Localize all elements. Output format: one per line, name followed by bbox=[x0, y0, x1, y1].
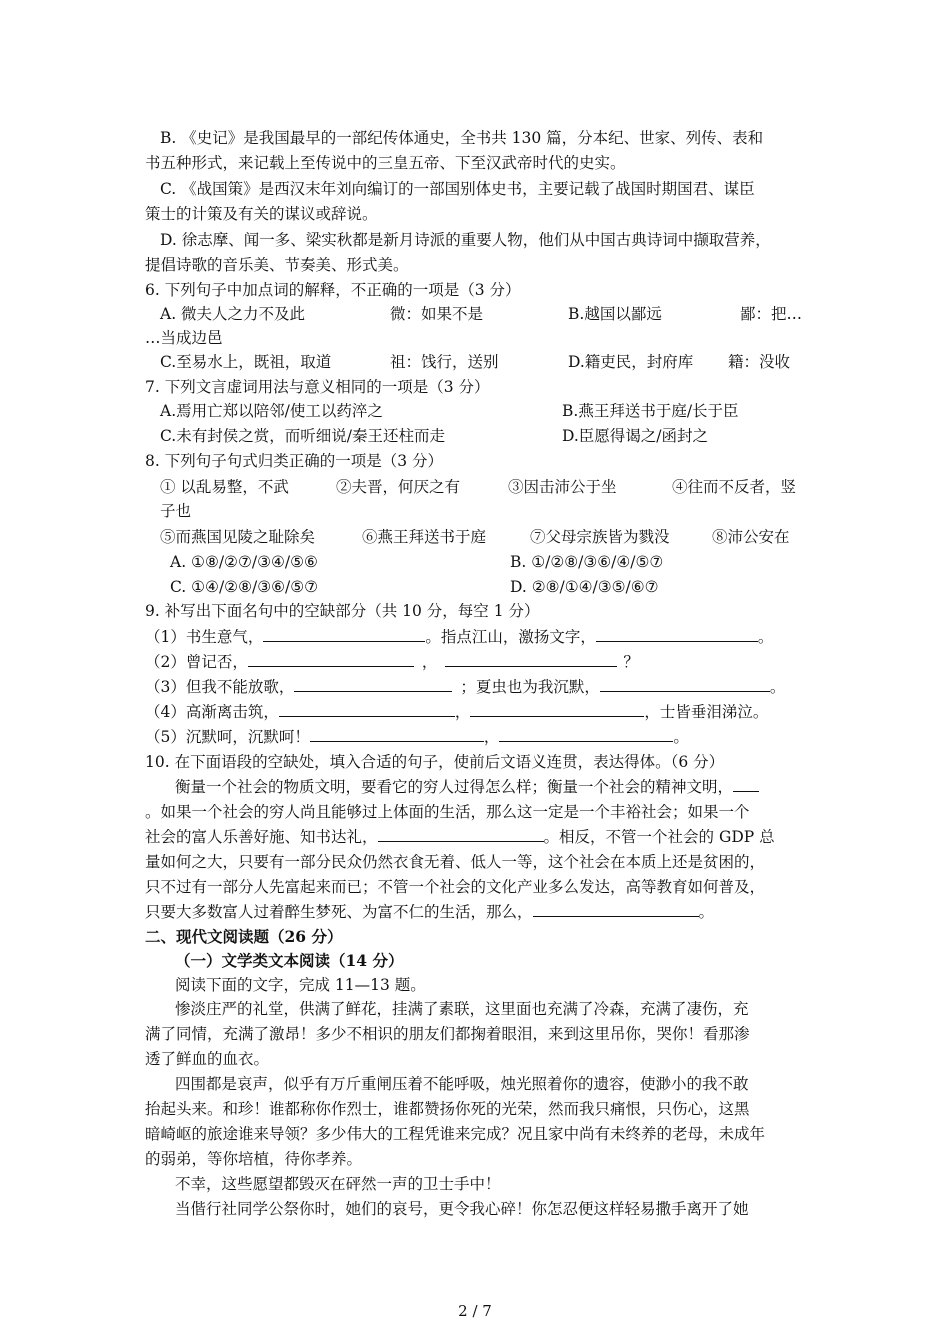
q10-passage-text6a: 只要大多数富人过着醉生梦死、为富不仁的生活，那么， bbox=[145, 903, 533, 921]
section-2-title: 二、现代文阅读题（26 分） bbox=[145, 927, 343, 946]
q9-item-1 bbox=[145, 627, 773, 647]
q9-item-3-middle: ；夏虫也为我沉默， bbox=[460, 678, 600, 696]
q10-passage-line1 bbox=[175, 777, 759, 797]
q9-item-5-suffix: 。 bbox=[673, 728, 689, 746]
q9-item-4-prefix: （4）高渐离击筑， bbox=[145, 703, 279, 721]
q9-item-2 bbox=[145, 652, 639, 672]
q10-passage-text3b: 。相反，不管一个社会的 GDP 总 bbox=[543, 828, 775, 846]
q5-option-b-line1: B. 《史记》是我国最早的一部纪传体通史，全书共 130 篇，分本纪、世家、列传、表和 bbox=[160, 129, 764, 147]
q8-option-a: A. ①⑧/②⑦/③④/⑤⑥ bbox=[170, 553, 318, 571]
q10-passage-line5: 只不过有一部分人先富起来而已；不管一个社会的文化产业多么发达，高等教育如何普及， bbox=[145, 878, 766, 896]
q8-sentence-3: ③因击沛公于坐 bbox=[508, 478, 617, 496]
q10-passage-line4: 量如何之大，只要有一部分民众仍然衣食无着、低人一等，这个社会在本质上还是贫困的， bbox=[145, 853, 766, 871]
q5-option-c-line1: C. 《战国策》是西汉末年刘向编订的一部国别体史书，主要记载了战国时期国君、谋臣 bbox=[160, 180, 755, 198]
q9-stem: 9. 补写出下面名句中的空缺部分（共 10 分，每空 1 分） bbox=[145, 602, 540, 620]
q8-sentence-2: ②夫晋，何厌之有 bbox=[336, 478, 461, 496]
q9-item-2-prefix: （2）曾记否， bbox=[145, 653, 248, 671]
q5-option-c-line2: 策士的计策及有关的谋议或辞说。 bbox=[145, 205, 378, 223]
q10-passage-line6 bbox=[145, 902, 714, 922]
section-2-subtitle: （一）文学类文本阅读（14 分） bbox=[175, 951, 404, 970]
q7-option-d: D.臣愿得谒之/函封之 bbox=[562, 427, 709, 445]
q6-option-b-continuation: …当成边邑 bbox=[145, 329, 223, 347]
q9-item-4-suffix: ，士皆垂泪涕泣。 bbox=[644, 703, 769, 721]
q8-option-b: B. ①/②⑧/③⑥/④/⑤⑦ bbox=[510, 553, 664, 571]
q9-item-2-middle: ， bbox=[421, 653, 438, 671]
q7-stem: 7. 下列文言虚词用法与意义相同的一项是（3 分） bbox=[145, 378, 490, 396]
q9-item-5 bbox=[145, 727, 689, 747]
q8-option-d: D. ②⑧/①④/③⑤/⑥⑦ bbox=[510, 578, 659, 596]
q9-blank-9[interactable] bbox=[310, 727, 484, 742]
reading-instruction: 阅读下面的文字，完成 11—13 题。 bbox=[175, 976, 426, 994]
q10-passage-line2: 。如果一个社会的穷人尚且能够过上体面的生活，那么这一定是一个丰裕社会；如果一个 bbox=[145, 803, 750, 821]
q10-blank-2[interactable] bbox=[378, 827, 544, 842]
q8-sentence-4: ④往而不反者，竖 bbox=[672, 478, 797, 496]
q9-blank-8[interactable] bbox=[470, 702, 644, 717]
q6-option-d-explanation: 籍：没收 bbox=[728, 353, 791, 371]
q6-option-d: D.籍吏民，封府库 bbox=[568, 353, 694, 371]
q7-option-a: A.焉用亡郑以陪邻/使工以药淬之 bbox=[160, 402, 383, 420]
q9-blank-5[interactable] bbox=[294, 677, 452, 692]
q5-option-b-line2: 书五种形式，来记载上至传说中的三皇五帝、下至汉武帝时代的史实。 bbox=[145, 154, 626, 172]
q9-blank-7[interactable] bbox=[279, 702, 455, 717]
q7-option-b: B.燕王拜送书于庭/长于臣 bbox=[562, 402, 739, 420]
reading-para2-line4: 的弱弟，等你培植，待你孝养。 bbox=[145, 1150, 363, 1168]
q8-sentence-8: ⑧沛公安在 bbox=[712, 528, 790, 546]
page-number: 2 / 7 bbox=[458, 1302, 492, 1320]
q9-item-1-middle: 。指点江山，激扬文字， bbox=[425, 628, 596, 646]
q8-sentence-4-continuation: 子也 bbox=[160, 502, 192, 520]
q10-passage-line3 bbox=[145, 827, 775, 847]
q8-stem: 8. 下列句子句式归类正确的一项是（3 分） bbox=[145, 452, 444, 470]
reading-para2-line2: 抬起头来。和珍！谁都称你作烈士，谁都赞扬你死的光荣，然而我只痛恨，只伤心，这黑 bbox=[145, 1100, 750, 1118]
reading-para1-line2: 满了同情，充满了激昂！多少不相识的朋友们都掬着眼泪，来到这里吊你，哭你！看那渗 bbox=[145, 1025, 750, 1043]
q10-blank-1[interactable] bbox=[733, 777, 759, 792]
q9-item-1-prefix: （1）书生意气， bbox=[145, 628, 264, 646]
reading-para2-line3: 暗崎岖的旅途谁来导领？多少伟大的工程凭谁来完成？况且家中尚有未终养的老母，未成年 bbox=[145, 1125, 766, 1143]
q9-blank-2[interactable] bbox=[596, 627, 758, 642]
reading-para1-line1: 惨淡庄严的礼堂，供满了鲜花，挂满了素联，这里面也充满了冷森，充满了凄伤，充 bbox=[175, 1000, 749, 1018]
reading-para1-line3: 透了鲜血的血衣。 bbox=[145, 1050, 270, 1068]
q9-item-1-suffix: 。 bbox=[757, 628, 774, 646]
reading-para3: 不幸，这些愿望都毁灭在砰然一声的卫士手中！ bbox=[175, 1175, 501, 1193]
q5-option-d-line1: D. 徐志摩、闻一多、梁实秋都是新月诗派的重要人物，他们从中国古典诗词中撷取营养， bbox=[160, 231, 771, 249]
q9-item-3-suffix: 。 bbox=[769, 678, 786, 696]
q6-option-a: A. 微夫人之力不及此 bbox=[160, 305, 306, 323]
q9-item-4 bbox=[145, 702, 768, 722]
q8-sentence-5: ⑤而燕国见陵之耻除矣 bbox=[160, 528, 316, 546]
q9-item-3 bbox=[145, 677, 785, 697]
q9-blank-1[interactable] bbox=[263, 627, 425, 642]
q9-blank-4[interactable] bbox=[445, 652, 617, 667]
q5-option-d-line2: 提倡诗歌的音乐美、节奏美、形式美。 bbox=[145, 256, 409, 274]
q8-sentence-7: ⑦父母宗族皆为戮没 bbox=[530, 528, 670, 546]
q6-option-a-explanation: 微：如果不是 bbox=[390, 305, 484, 323]
q7-option-c: C.未有封侯之赏，而听细说/秦王还柱而走 bbox=[160, 427, 445, 445]
q9-item-4-middle: ， bbox=[454, 703, 471, 721]
q8-sentence-1: ① 以乱易整，不武 bbox=[160, 478, 289, 496]
q9-item-5-middle: ， bbox=[483, 728, 500, 746]
q10-blank-3[interactable] bbox=[533, 902, 699, 917]
q10-passage-text6b: 。 bbox=[698, 903, 715, 921]
q9-blank-3[interactable] bbox=[248, 652, 414, 667]
q9-item-3-prefix: （3）但我不能放歌， bbox=[145, 678, 295, 696]
q8-option-c: C. ①④/②⑧/③⑥/⑤⑦ bbox=[170, 578, 318, 596]
q10-stem: 10. 在下面语段的空缺处，填入合适的句子，使前后文语义连贯，表达得体。（6 分） bbox=[145, 753, 725, 771]
q9-item-2-suffix: ？ bbox=[623, 653, 639, 671]
q6-option-b: B.越国以鄙远 bbox=[568, 305, 662, 323]
q9-item-5-prefix: （5）沉默呵，沉默呵！ bbox=[145, 728, 310, 746]
q6-option-c: C.至易水上，既祖，取道 bbox=[160, 353, 332, 371]
q6-option-b-explanation: 鄙：把… bbox=[740, 305, 803, 323]
q9-blank-10[interactable] bbox=[499, 727, 673, 742]
reading-para4-line1: 当偕行社同学公祭你时，她们的哀号，更令我心碎！你怎忍便这样轻易撒手离开了她 bbox=[175, 1200, 749, 1218]
q10-passage-text3a: 社会的富人乐善好施、知书达礼， bbox=[145, 828, 378, 846]
q8-sentence-6: ⑥燕王拜送书于庭 bbox=[362, 528, 487, 546]
q6-stem: 6. 下列句子中加点词的解释，不正确的一项是（3 分） bbox=[145, 281, 521, 299]
q10-passage-text1: 衡量一个社会的物质文明，要看它的穷人过得怎么样；衡量一个社会的精神文明， bbox=[175, 778, 734, 796]
q6-option-c-explanation: 祖：饯行，送别 bbox=[390, 353, 499, 371]
reading-para2-line1: 四围都是哀声，似乎有万斤重闸压着不能呼吸，烛光照着你的遗容，使渺小的我不敢 bbox=[175, 1075, 749, 1093]
q9-blank-6[interactable] bbox=[600, 677, 770, 692]
